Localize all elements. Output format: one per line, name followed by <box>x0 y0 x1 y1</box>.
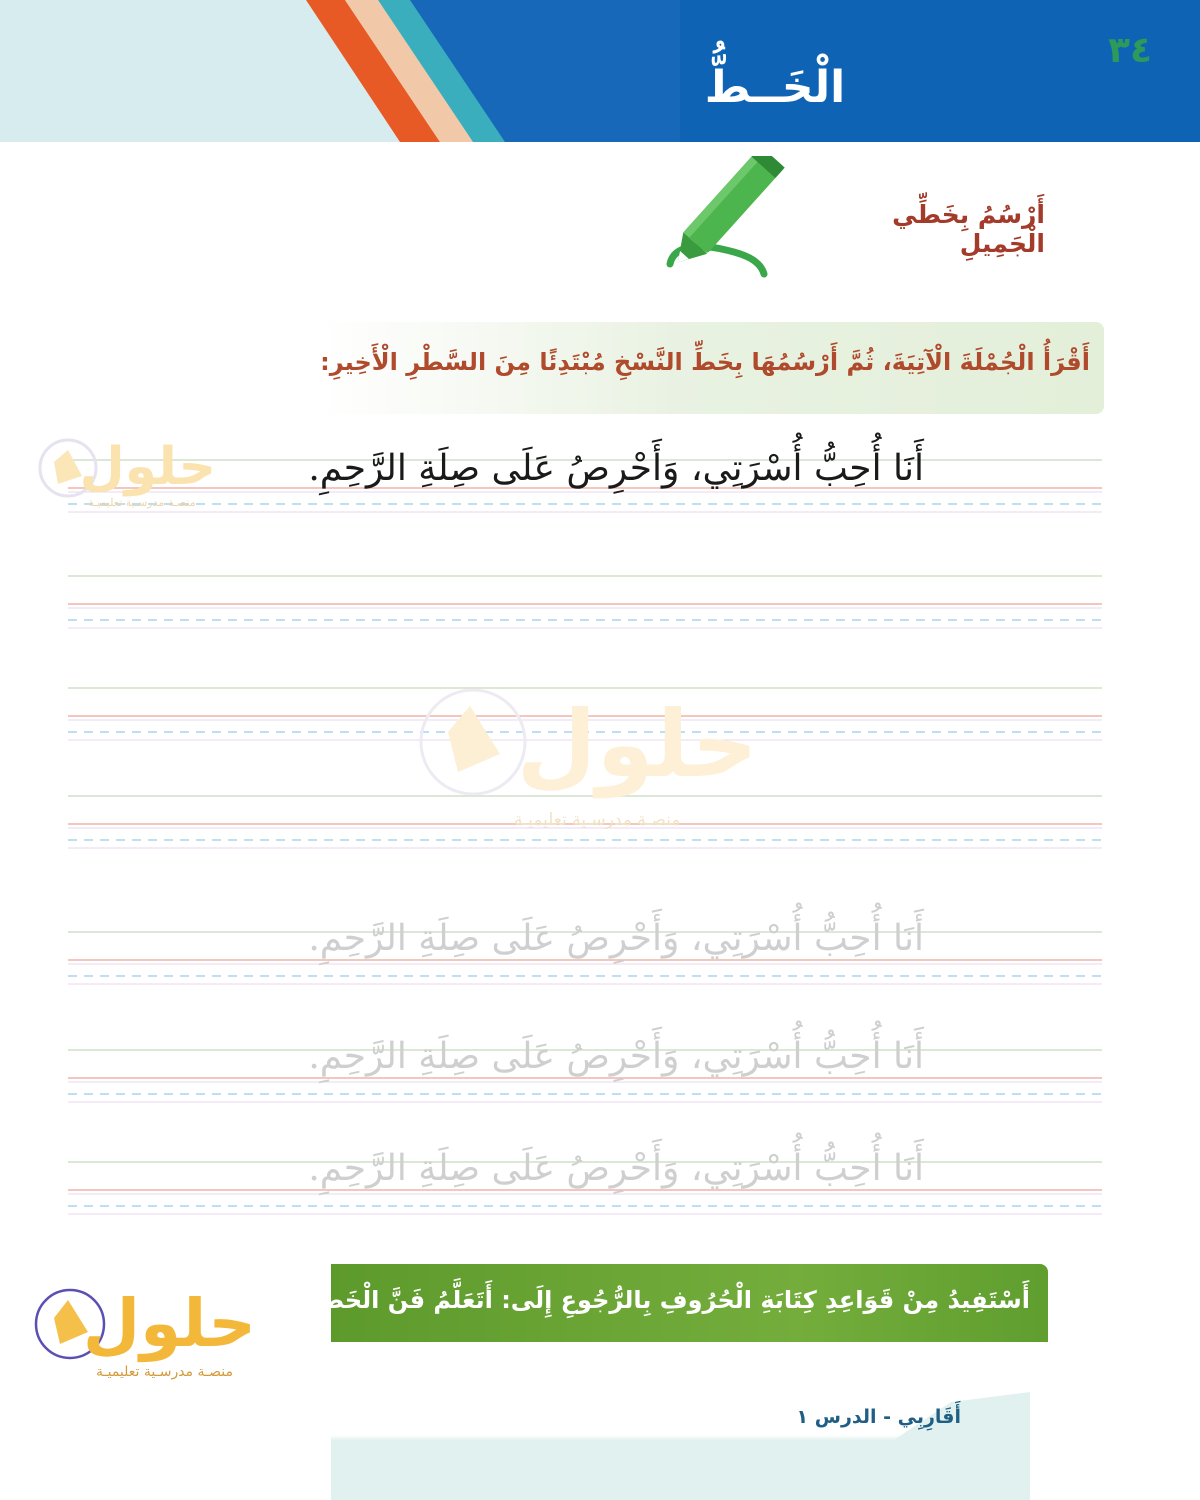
lesson-label: أَقَارِبِي - الدرس ١ <box>796 1406 961 1428</box>
watermark-brand-top: حلول <box>79 437 216 497</box>
traced-sentence-3: أَنَا أُحِبُّ أُسْرَتِي، وَأَحْرِصُ عَلَى صِلَةِ الرَّحِمِ. <box>308 1148 924 1189</box>
watermark-bottom <box>34 1278 264 1380</box>
watermark-tagline-center: منصـة مدرسـية تعليميـة <box>514 810 681 830</box>
tip-banner <box>319 1264 1048 1342</box>
page-footer <box>331 1392 1030 1500</box>
traced-sentence-1: أَنَا أُحِبُّ أُسْرَتِي، وَأَحْرِصُ عَلَى صِلَةِ الرَّحِمِ. <box>308 918 924 959</box>
section-title: الْخَــطُّ <box>704 62 846 113</box>
watermark-brand-bottom: حلول <box>82 1285 256 1362</box>
watermark-center <box>418 676 768 830</box>
watermark-brand-center: حلول <box>516 691 758 798</box>
instruction-text: أَقْرَأُ الْجُمْلَةَ الْآتِيَةَ، ثُمَّ أَرْسُمُهَا بِخَطِّ النَّسْخِ مُبْتَدِئًا مِنَ السَّطْرِ الْأَخِيرِ: <box>320 348 1090 376</box>
watermark-tagline-bottom: منصـة مدرسـية تعليميـة <box>96 1364 233 1380</box>
page-number: ٣٤ <box>1108 30 1152 71</box>
exercise-title: أَرْسُمُ بِخَطِّي الْجَمِيلِ <box>892 200 1045 258</box>
watermark-tagline-top: منصـة مدرسـية تعليميـة <box>88 496 196 509</box>
model-sentence: أَنَا أُحِبُّ أُسْرَتِي، وَأَحْرِصُ عَلَى صِلَةِ الرَّحِمِ. <box>308 448 924 489</box>
tip-text: أَسْتَفِيدُ مِنْ قَوَاعِدِ كِتَابَةِ الْحُرُوفِ بِالرُّجُوعِ إِلَى: أَتَعَلَّمُ فَنَّ الْخَطِّ <box>319 1286 1030 1314</box>
watermark-top <box>38 432 228 509</box>
traced-sentence-2: أَنَا أُحِبُّ أُسْرَتِي، وَأَحْرِصُ عَلَى صِلَةِ الرَّحِمِ. <box>308 1036 924 1077</box>
